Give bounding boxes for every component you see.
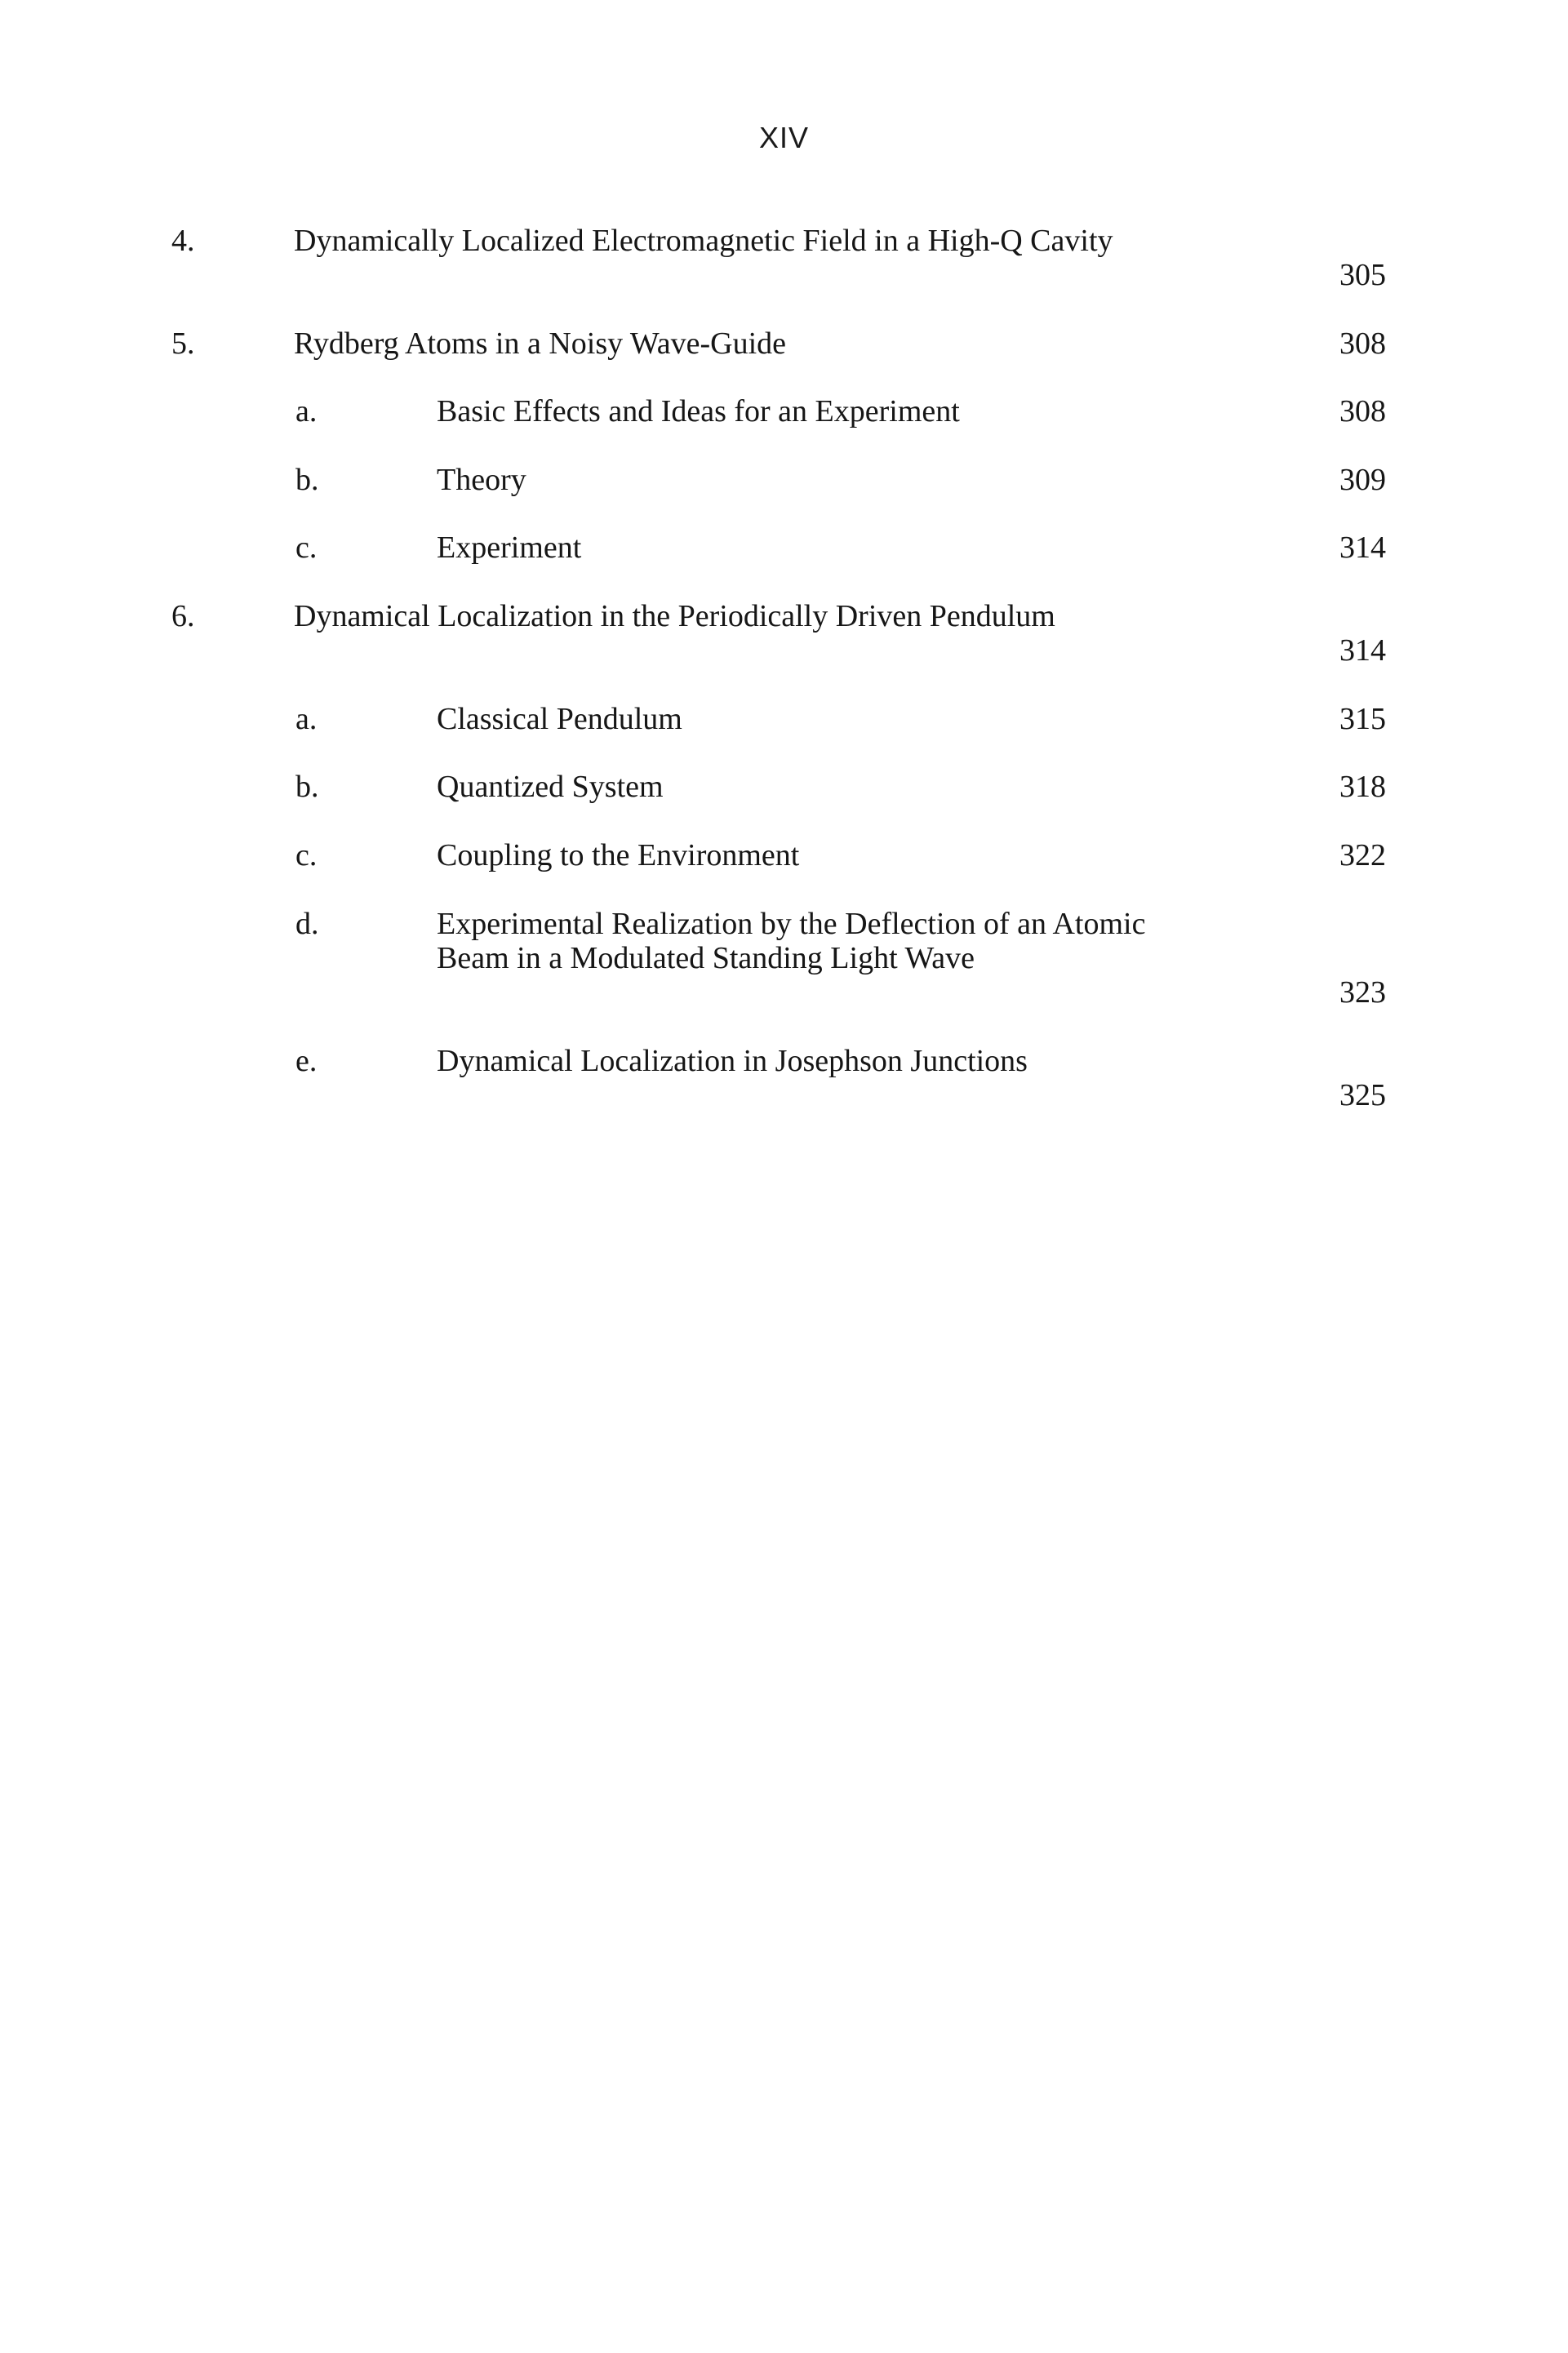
toc-entry-page: 325	[1339, 1078, 1386, 1112]
toc-entry-title: Rydberg Atoms in a Noisy Wave-Guide	[294, 326, 787, 361]
toc-entry-page: 314	[1339, 531, 1386, 565]
page-number: XIV	[758, 121, 810, 154]
toc-entry-title: Basic Effects and Ideas for an Experiment	[437, 394, 960, 428]
toc-entry-number: a.	[295, 702, 318, 736]
toc-entry-title: Dynamical Localization in Josephson Junctions	[437, 1044, 1028, 1078]
toc-entry-page: 322	[1339, 838, 1386, 872]
toc-entry-title: Coupling to the Environment	[437, 838, 800, 872]
toc-entry-page: 318	[1339, 770, 1386, 804]
toc-entry-number: a.	[295, 394, 318, 428]
toc-entry-number: c.	[295, 838, 318, 872]
toc-entry-number: 4.	[171, 224, 195, 258]
toc-entry-number: 6.	[171, 599, 195, 633]
toc-entry-page: 323	[1339, 975, 1386, 1010]
toc-entry-page: 308	[1339, 326, 1386, 361]
toc-entry-title: Dynamical Localization in the Periodically Driven Pendulum	[294, 599, 1055, 633]
toc-entry-title: Experimental Realization by the Deflection of an Atomic Beam in a Modulated Standing Light Wave	[437, 907, 1146, 975]
toc-entry-title: Classical Pendulum	[437, 702, 682, 736]
toc-entry-title: Dynamically Localized Electromagnetic Field in a High-Q Cavity	[294, 224, 1113, 258]
toc-entry-number: 5.	[171, 326, 195, 361]
toc-entry-number: b.	[295, 463, 319, 497]
toc-entry-page: 315	[1339, 702, 1386, 736]
toc-entry-title: Quantized System	[437, 770, 664, 804]
toc-entry-page: 309	[1339, 463, 1386, 497]
toc-entry-page: 314	[1339, 633, 1386, 668]
toc-entry-number: b.	[295, 770, 319, 804]
toc-entry-title: Theory	[437, 463, 526, 497]
toc-entry-title: Experiment	[437, 531, 582, 565]
toc-entry-number: e.	[295, 1044, 318, 1078]
toc-entry-page: 305	[1339, 258, 1386, 292]
toc-entry-number: d.	[295, 907, 319, 941]
toc-entry-number: c.	[295, 531, 318, 565]
toc-entry-page: 308	[1339, 394, 1386, 428]
